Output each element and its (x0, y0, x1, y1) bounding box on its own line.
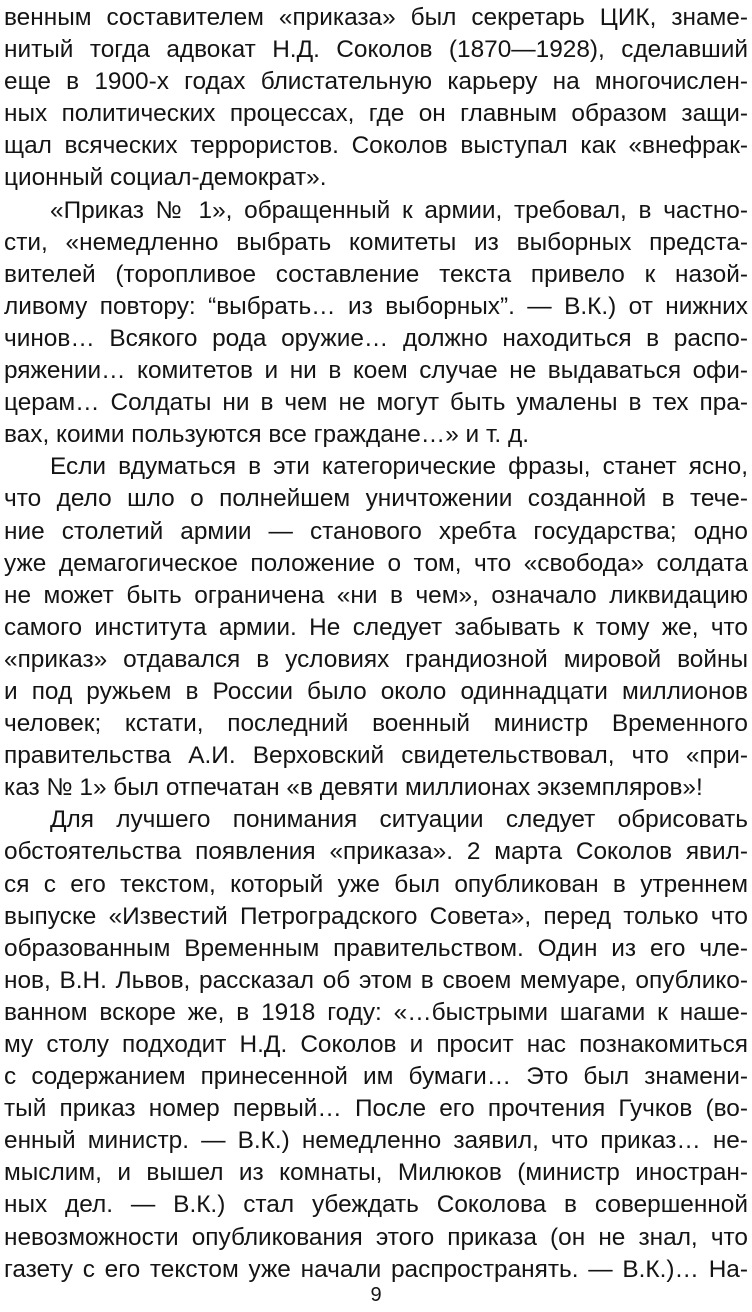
text-line: обстоятельства появления «приказа». 2 марта Соколов явил- (4, 838, 748, 866)
text-line: Для лучшего понимания ситуации следует обрисовать (50, 806, 748, 834)
text-line: вах, коими пользуются все граждане…» и т. д. (4, 421, 529, 449)
text-line: выпуске «Известий Петроградского Совета», перед только что (4, 902, 748, 930)
text-line: тый приказ номер первый… После его прочтения Гучков (во- (4, 1095, 748, 1123)
text-line: и под ружьем в России было около одиннадцати миллионов (4, 677, 748, 705)
text-line: правительства А.И. Верховский свидетельствовал, что «при- (4, 742, 748, 770)
page-number: 9 (370, 1284, 382, 1306)
text-line: щал всяческих террористов. Соколов выступал как «внефрак- (4, 132, 748, 160)
text-line: ние столетий армии — станового хребта государства; одно (4, 517, 748, 545)
text-line: невозможности опубликования этого приказа (он не знал, что (4, 1223, 748, 1251)
text-line: с содержанием принесенной им бумаги… Это был знамени- (4, 1063, 748, 1091)
text-line: еще в 1900-х годах блистательную карьеру на многочислен- (4, 68, 748, 96)
text-line: газету с его текстом уже начали распространять. — В.К.)… На- (4, 1255, 748, 1283)
text-line: церам… Солдаты ни в чем не могут быть умалены в тех пра- (4, 389, 748, 417)
text-line: енный министр. — В.К.) немедленно заявил, что приказ… не- (4, 1127, 748, 1155)
text-line: Если вдуматься в эти категорические фразы, станет ясно, (50, 453, 748, 481)
body-text (4, 2, 748, 1286)
text-line: ционный социал-демократ». (4, 164, 327, 192)
text-line: не может быть ограничена «ни в чем», означало ликвидацию (4, 581, 748, 609)
text-line: нитый тогда адвокат Н.Д. Соколов (1870—1928), сделавший (4, 36, 748, 64)
text-line: ряжении… комитетов и ни в коем случае не выдаваться офи- (4, 357, 748, 385)
text-line: что дело шло о полнейшем уничтожении созданной в тече- (4, 485, 748, 513)
text-line: ливому повтору: “выбрать… из выборных”. — В.К.) от нижних (4, 292, 748, 320)
text-line: нов, В.Н. Львов, рассказал об этом в своем мемуаре, опублико- (4, 966, 748, 994)
text-line: чинов… Всякого рода оружие… должно находиться в распо- (4, 324, 748, 352)
text-line: уже демагогическое положение о том, что «свобода» солдата (4, 549, 748, 577)
text-line: ся с его текстом, который уже был опубликован в утреннем (4, 870, 748, 898)
text-line: сти, «немедленно выбрать комитеты из выборных предста- (4, 228, 748, 256)
text-line: «Приказ № 1», обращенный к армии, требовал, в частно- (50, 196, 748, 224)
text-line: ных дел. — В.К.) стал убеждать Соколова в совершенной (4, 1191, 748, 1219)
text-line: ванном вскоре же, в 1918 году: «…быстрыми шагами к наше- (4, 998, 748, 1026)
text-line: каз № 1» был отпечатан «в девяти миллионах экземпляров»! (4, 774, 703, 802)
text-line: самого института армии. Не следует забывать к тому же, что (4, 613, 748, 641)
text-line: вителей (торопливое составление текста привело к назой- (4, 260, 748, 288)
text-line: образованным Временным правительством. Один из его чле- (4, 934, 748, 962)
text-line: ных политических процессах, где он главным образом защи- (4, 100, 748, 128)
text-line: «приказ» отдавался в условиях грандиозной мировой войны (4, 645, 748, 673)
text-line: человек; кстати, последний военный министр Временного (4, 710, 748, 738)
text-line: мыслим, и вышел из комнаты, Милюков (министр иностран- (4, 1159, 748, 1187)
text-line: му столу подходит Н.Д. Соколов и просит нас познакомиться (4, 1031, 748, 1058)
text-line: венным составителем «приказа» был секретарь ЦИК, знаме- (4, 4, 748, 31)
